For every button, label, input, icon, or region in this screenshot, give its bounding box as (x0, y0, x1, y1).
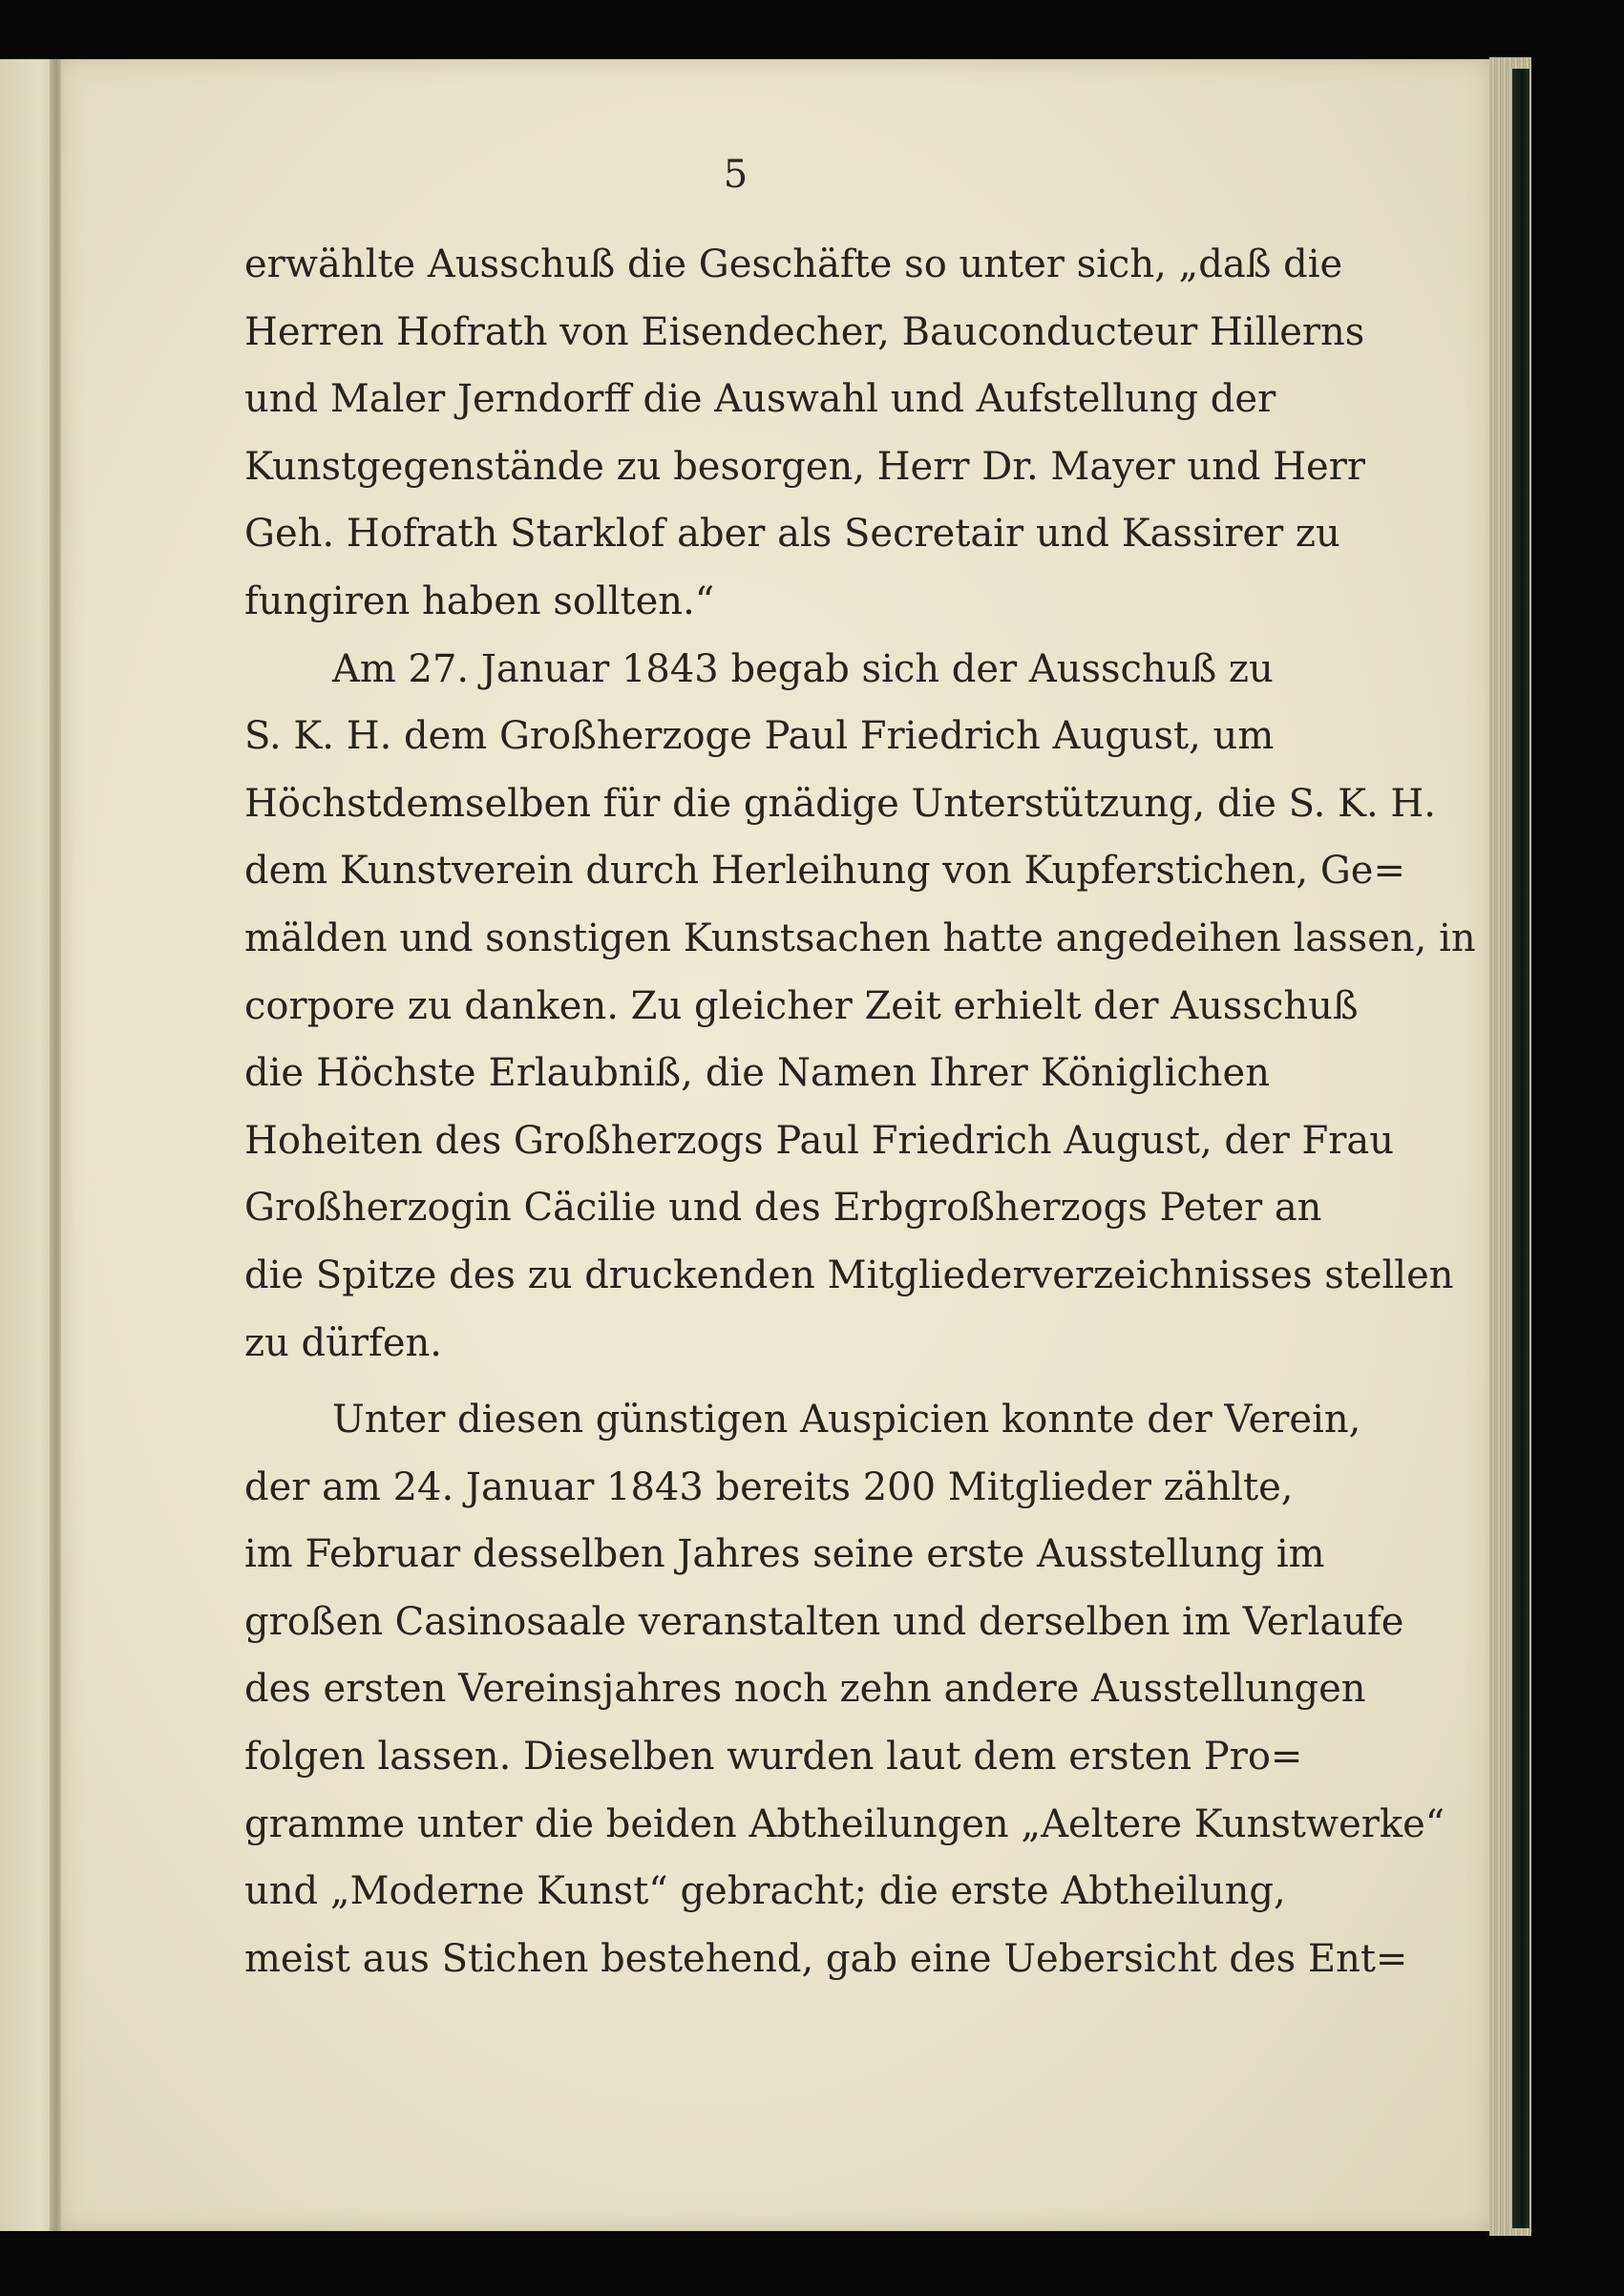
text-line: folgen lassen. Dieselben wurden laut dem ersten Pro= (244, 1735, 1303, 1780)
text-line: erwählte Ausschuß die Geschäfte so unter sich, „daß die (244, 242, 1343, 286)
text-line: meist aus Stichen bestehend, gab eine Uebersicht des Ent= (244, 1936, 1408, 1981)
text-line: und Maler Jerndorff die Auswahl und Aufstellung der (244, 377, 1276, 422)
text-line: und „Moderne Kunst“ gebracht; die erste Abtheilung, (244, 1869, 1286, 1914)
text-line: die Spitze des zu druckenden Mitgliederverzeichnisses stellen (244, 1253, 1454, 1297)
text-line: der am 24. Januar 1843 bereits 200 Mitglieder zählte, (244, 1464, 1294, 1509)
text-line: die Höchste Erlaubniß, die Namen Ihrer Königlichen (244, 1051, 1270, 1096)
text-line: Kunstgegenstände zu besorgen, Herr Dr. Mayer und Herr (244, 444, 1365, 489)
text-line: zu dürfen. (244, 1320, 442, 1365)
text-line: Hoheiten des Großherzogs Paul Friedrich August, der Frau (244, 1118, 1394, 1163)
text-line: dem Kunstverein durch Herleihung von Kupferstichen, Ge= (244, 849, 1405, 894)
page-number: 5 (723, 153, 749, 197)
body-text (244, 231, 1476, 1992)
text-line: S. K. H. dem Großherzoge Paul Friedrich August, um (244, 714, 1275, 759)
text-line: Herren Hofrath von Eisendecher, Bauconducteur Hillerns (244, 309, 1365, 354)
text-line: gramme unter die beiden Abtheilungen „Aeltere Kunstwerke“ (244, 1801, 1445, 1846)
text-line: im Februar desselben Jahres seine erste Ausstellung im (244, 1532, 1325, 1577)
text-line: Unter diesen günstigen Auspicien konnte der Verein, (332, 1398, 1361, 1443)
previous-page-edge (0, 59, 57, 2231)
text-line: corpore zu danken. Zu gleicher Zeit erhielt der Ausschuß (244, 983, 1359, 1028)
book-cover-edge (1512, 69, 1529, 2228)
text-line: fungiren haben sollten.“ (244, 579, 715, 623)
text-line: Am 27. Januar 1843 begab sich der Ausschuß zu (332, 646, 1274, 691)
text-line: Großherzogin Cäcilie und des Erbgroßherzogs Peter an (244, 1186, 1322, 1231)
text-line: des ersten Vereinsjahres noch zehn andere Ausstellungen (244, 1667, 1366, 1712)
text-line: großen Casinosaale veranstalten und derselben im Verlaufe (244, 1599, 1404, 1644)
text-line: Höchstdemselben für die gnädige Unterstützung, die S. K. H. (244, 781, 1436, 826)
text-line: mälden und sonstigen Kunstsachen hatte angedeihen lassen, in (244, 916, 1476, 960)
text-line: Geh. Hofrath Starklof aber als Secretair und Kassirer zu (244, 512, 1340, 557)
